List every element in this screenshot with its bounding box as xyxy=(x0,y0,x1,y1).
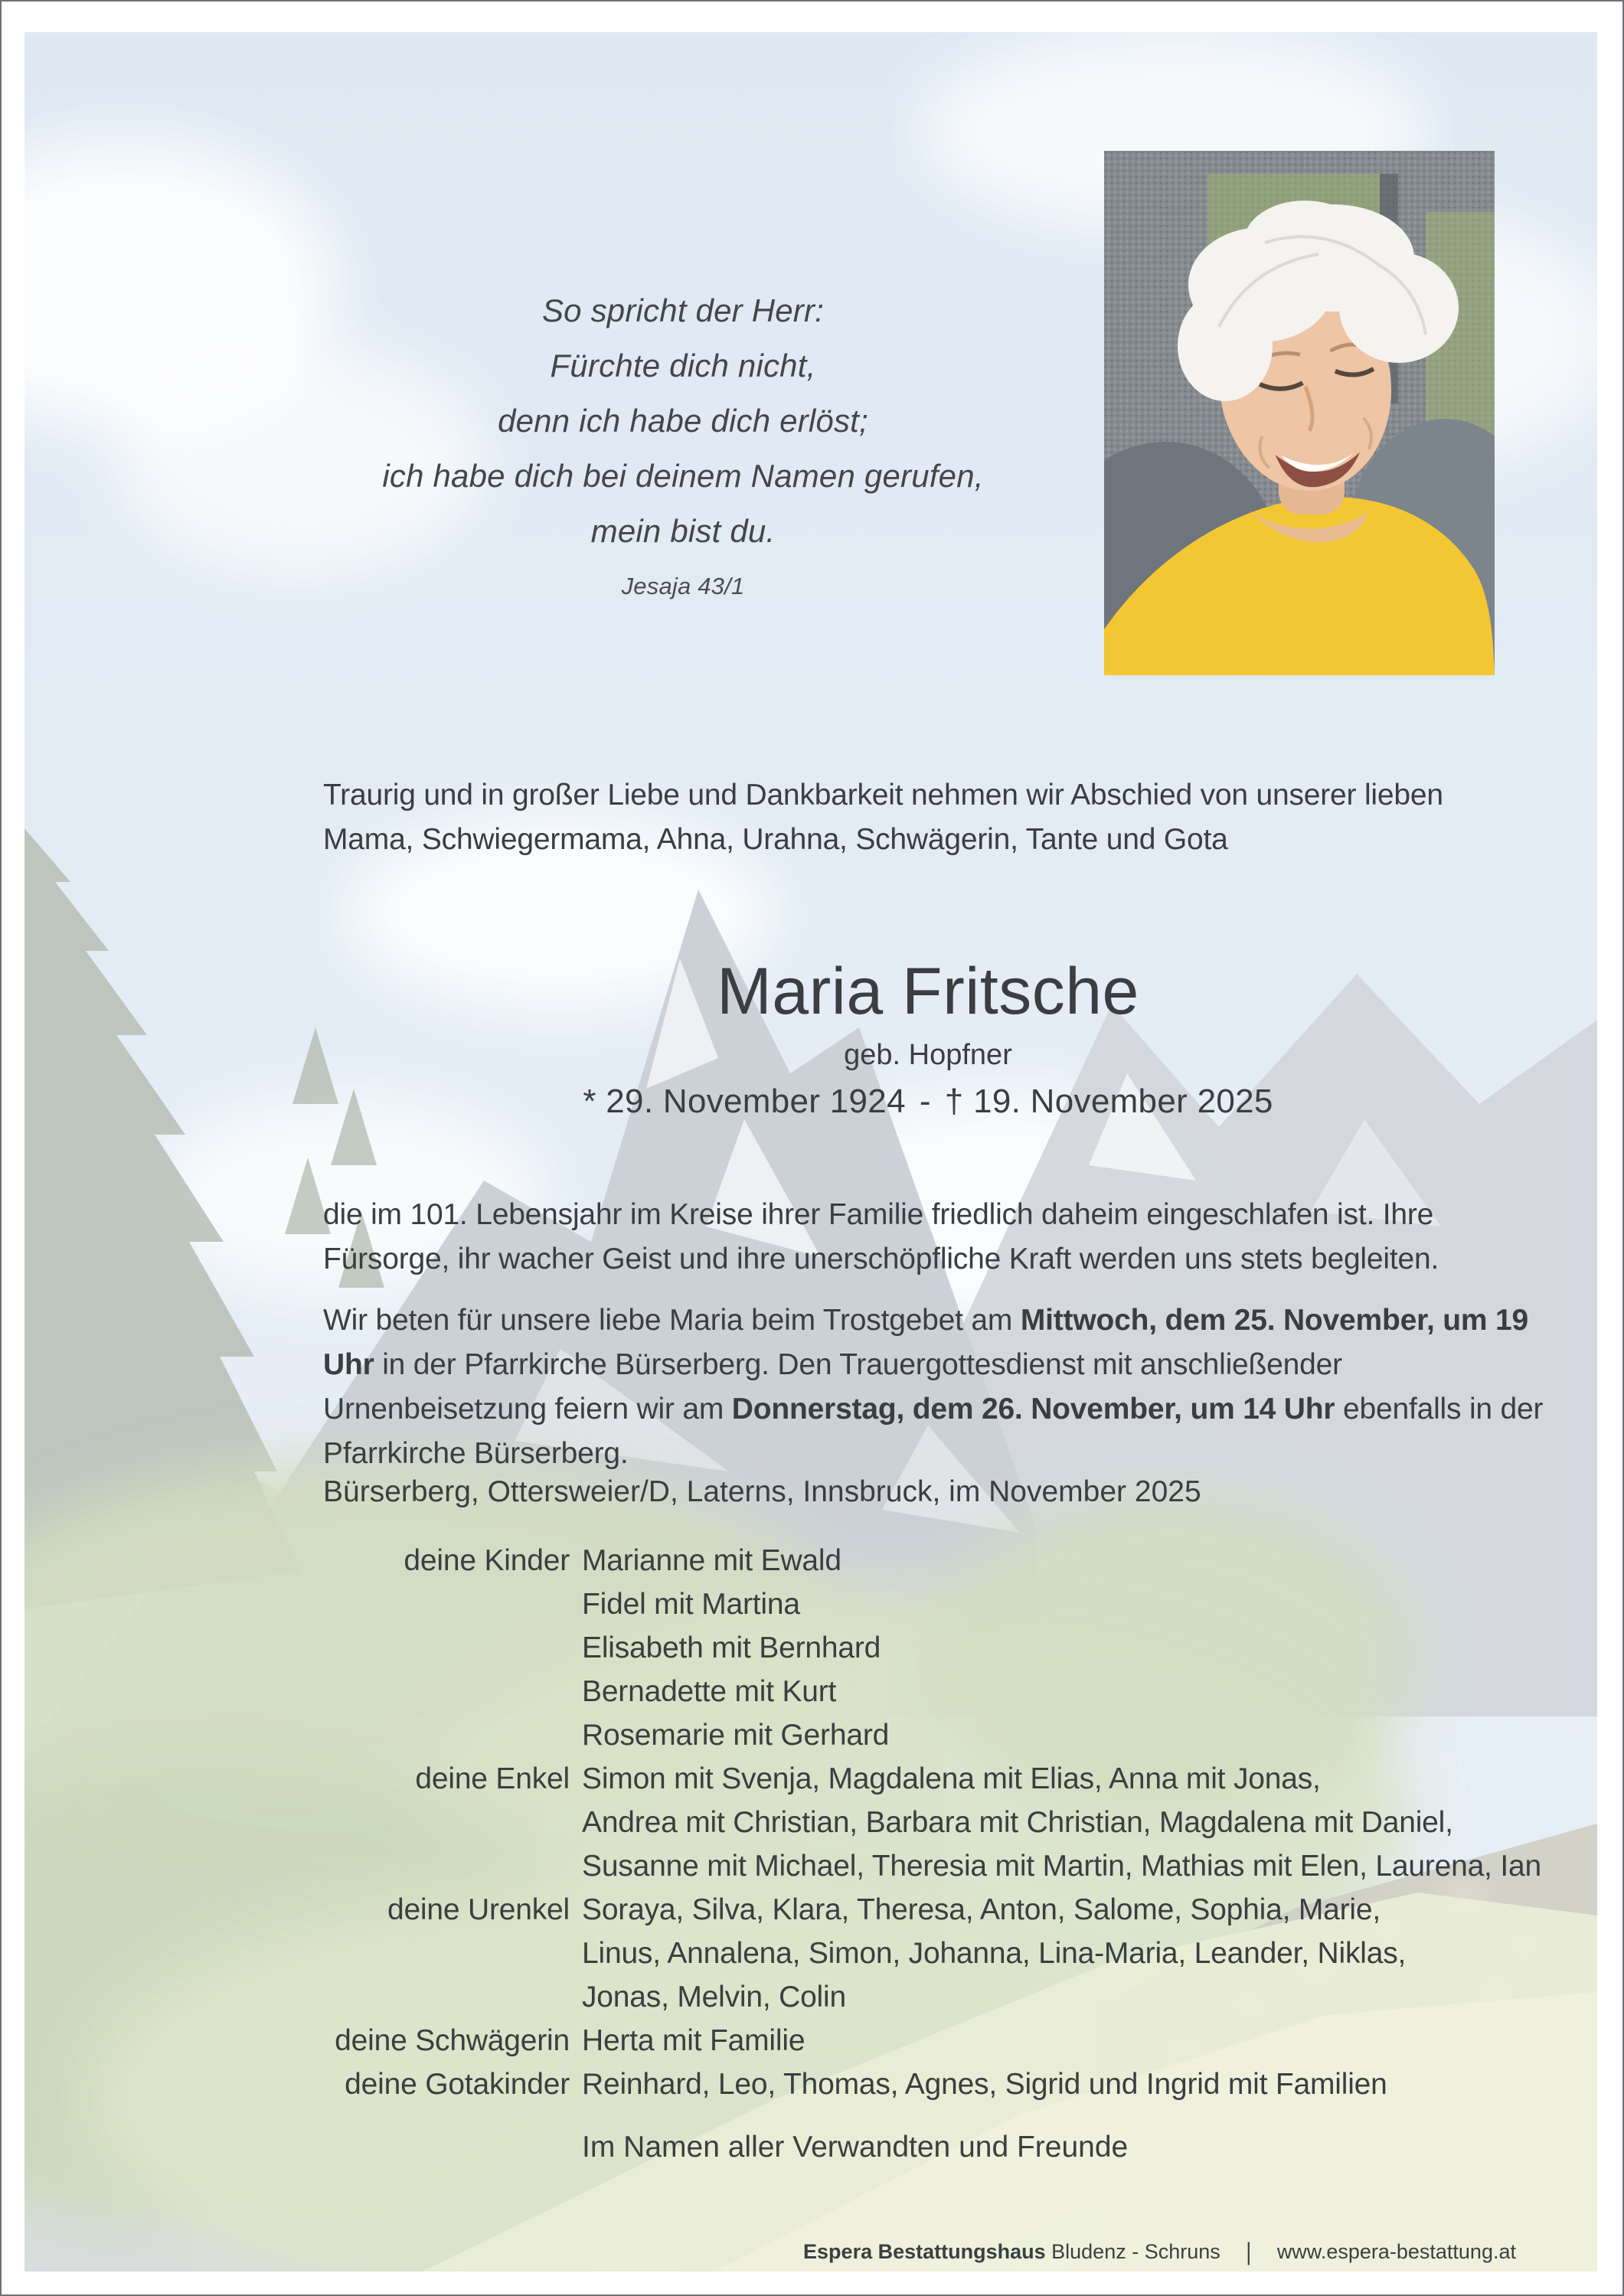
family-group-names xyxy=(582,1757,1579,1888)
service-paragraph xyxy=(323,1298,1545,1476)
funeral-home-name: Espera Bestattungshaus xyxy=(803,2240,1046,2263)
family-group-label: deine Gotakinder xyxy=(345,2068,570,2101)
closing-line: Im Namen aller Verwandten und Freunde xyxy=(582,2131,1129,2164)
family-group-names xyxy=(582,2062,1579,2106)
family-group-label: deine Enkel xyxy=(415,1762,570,1795)
dateline: Bürserberg, Ottersweier/D, Laterns, Innsbruck, im November 2025 xyxy=(323,1475,1201,1508)
family-name-line: Susanne mit Michael, Theresia mit Martin, Mathias mit Elen, Laurena, Ian xyxy=(582,1850,1541,1883)
family-name-line: Reinhard, Leo, Thomas, Agnes, Sigrid und Ingrid mit Familien xyxy=(582,2068,1387,2101)
family-group-label: deine Urenkel xyxy=(387,1893,570,1926)
family-group-names xyxy=(582,2019,1579,2062)
family-name-line: Linus, Annalena, Simon, Johanna, Lina-Maria, Leander, Niklas, xyxy=(582,1937,1407,1970)
family-group-label: deine Kinder xyxy=(404,1544,570,1577)
service-text: Wir beten für unsere liebe Maria beim Trostgebet am xyxy=(323,1304,1021,1337)
deceased-name: Maria Fritsche xyxy=(717,955,1139,1028)
funeral-home-locations: Bludenz - Schruns xyxy=(1051,2240,1220,2263)
life-dates xyxy=(323,1083,1533,1121)
family-name-line: Marianne mit Ewald xyxy=(582,1544,841,1577)
birth-date: * 29. November 1924 xyxy=(583,1083,906,1120)
intro-text: Traurig und in großer Liebe und Dankbarkeit nehmen wir Abschied von unserer lieben Mama, Schwiegermama, Ahna, Urahna, Schwägerin, Tante und Gota xyxy=(323,779,1443,856)
quote-line: mein bist du. xyxy=(590,513,776,549)
family-name-line: Jonas, Melvin, Colin xyxy=(582,1981,846,2013)
family-group-names xyxy=(582,1888,1579,2019)
obituary-paragraph: die im 101. Lebensjahr im Kreise ihrer Familie friedlich daheim eingeschlafen ist. Ihre Fürsorge, ihr wacher Geist und ihre unerschöpfliche Kraft werden uns stets begleiten. xyxy=(323,1198,1439,1275)
funeral-home-website: www.espera-bestattung.at xyxy=(1276,2240,1516,2263)
deceased-block xyxy=(323,957,1533,1121)
service-date-bold: Donnerstag, dem 26. November, um 14 Uhr xyxy=(731,1393,1335,1426)
family-name-line: Rosemarie mit Gerhard xyxy=(582,1719,890,1752)
family-name-line: Bernadette mit Kurt xyxy=(582,1675,837,1708)
quote-line: denn ich habe dich erlöst; xyxy=(498,403,868,439)
maiden-name: geb. Hopfner xyxy=(844,1039,1012,1071)
footer-separator: | xyxy=(1246,2238,1252,2265)
service-date-bold: Mittwoch, dem 25. November, um 19 Uhr xyxy=(323,1304,1528,1381)
family-group-names xyxy=(582,1539,1579,1757)
service-text: ebenfalls in der Pfarrkirche Bürserberg. xyxy=(323,1393,1544,1470)
family-name-line: Herta mit Familie xyxy=(582,2024,805,2057)
family-name-line: Soraya, Silva, Klara, Theresa, Anton, Salome, Sophia, Marie, xyxy=(582,1893,1381,1926)
funeral-home-footer xyxy=(803,2239,1516,2265)
service-text: in der Pfarrkirche Bürserberg. Den Trauergottesdienst mit anschließender Urnenbeisetzung feiern wir am xyxy=(323,1348,1342,1426)
quote-line: Fürchte dich nicht, xyxy=(550,348,816,384)
family-list xyxy=(323,1539,1579,2106)
quote-source: Jesaja 43/1 xyxy=(621,573,745,599)
quote-line: ich habe dich bei deinem Namen gerufen, xyxy=(382,458,984,494)
family-name-line: Simon mit Svenja, Magdalena mit Elias, Anna mit Jonas, xyxy=(582,1762,1321,1795)
family-name-line: Fidel mit Martina xyxy=(582,1588,800,1621)
death-date: † 19. November 2025 xyxy=(944,1083,1273,1120)
family-group-label: deine Schwägerin xyxy=(335,2024,570,2057)
family-name-line: Elisabeth mit Bernhard xyxy=(582,1631,881,1664)
quote-line: So spricht der Herr: xyxy=(541,292,825,328)
bible-quote xyxy=(147,283,1219,602)
quote-lines xyxy=(147,283,1219,559)
family-name-line: Andrea mit Christian, Barbara mit Christian, Magdalena mit Daniel, xyxy=(582,1806,1453,1839)
dates-separator: - xyxy=(919,1083,931,1120)
